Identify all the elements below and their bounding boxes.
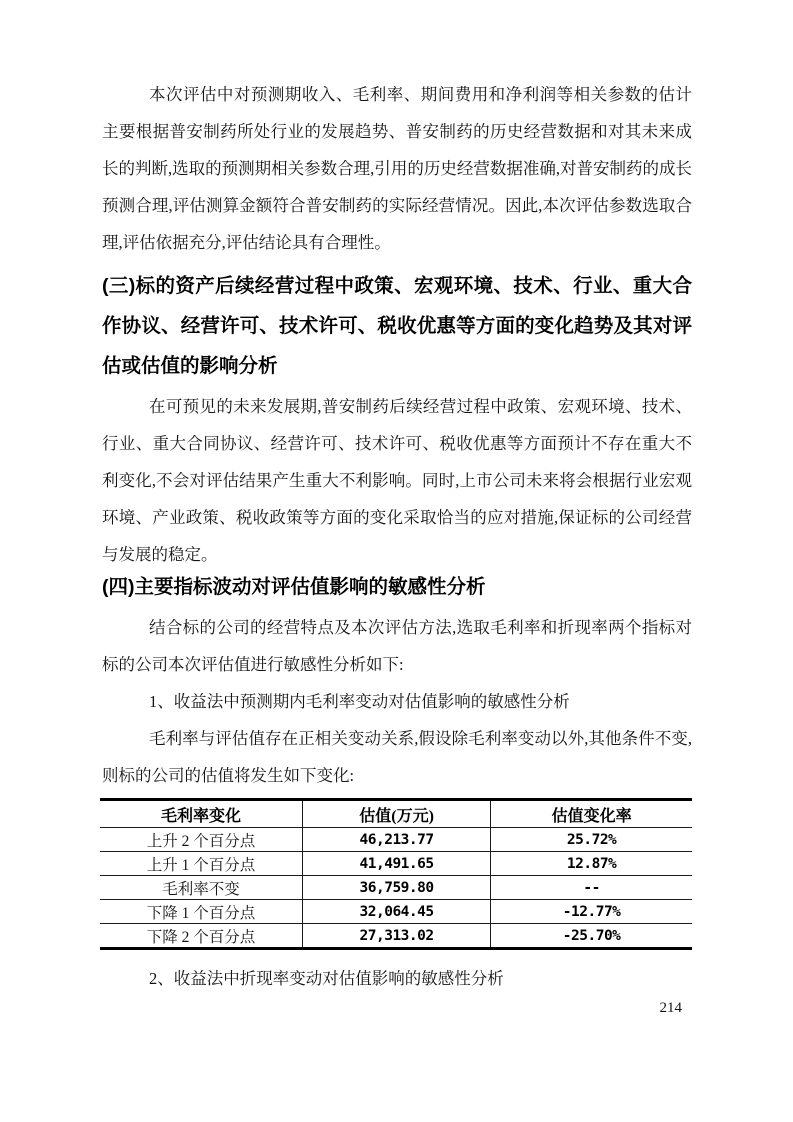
cell-change-rate: -25.70% bbox=[491, 924, 692, 949]
cell-valuation: 46,213.77 bbox=[302, 828, 490, 852]
table-row bbox=[100, 900, 692, 924]
cell-margin-change: 毛利率不变 bbox=[100, 876, 302, 900]
sensitivity-table bbox=[100, 798, 692, 950]
column-header-valuation: 估值(万元) bbox=[302, 800, 490, 828]
cell-valuation: 36,759.80 bbox=[302, 876, 490, 900]
heading-section-3: (三)标的资产后续经营过程中政策、宏观环境、技术、行业、重大合作协议、经营许可、技术许可、税收优惠等方面的变化趋势及其对评估或估值的影响分析 bbox=[102, 275, 692, 377]
cell-margin-change: 上升 1 个百分点 bbox=[100, 852, 302, 876]
table-row bbox=[100, 924, 692, 949]
cell-change-rate: -12.77% bbox=[491, 900, 692, 924]
table-row bbox=[100, 852, 692, 876]
table-row bbox=[100, 828, 692, 852]
cell-change-rate: 25.72% bbox=[491, 828, 692, 852]
page-number: 214 bbox=[659, 1000, 682, 1016]
paragraph-section-4-intro: 结合标的公司的经营特点及本次评估方法,选取毛利率和折现率两个指标对标的公司本次评估值进行敏感性分析如下: bbox=[102, 618, 692, 674]
table-header-row bbox=[100, 800, 692, 828]
cell-change-rate: 12.87% bbox=[491, 852, 692, 876]
cell-margin-change: 上升 2 个百分点 bbox=[100, 828, 302, 852]
paragraph-evaluation-params: 本次评估中对预测期收入、毛利率、期间费用和净利润等相关参数的估计主要根据普安制药所处行业的发展趋势、普安制药的历史经营数据和对其未来成长的判断,选取的预测期相关参数合理,引用的历史经营数据准确,对普安制药的成长预测合理,评估测算金额符合普安制药的实际经营情况。因此,本次评估参数选取合理,评估依据充分,评估结论具有合理性。 bbox=[102, 85, 692, 252]
cell-margin-change: 下降 2 个百分点 bbox=[146, 928, 256, 946]
paragraph-section-3: 在可预见的未来发展期,普安制药后续经营过程中政策、宏观环境、技术、行业、重大合同协议、经营许可、技术许可、税收优惠等方面预计不存在重大不利变化,不会对评估结果产生重大不利影响。同时,上市公司未来将会根据行业宏观环境、产业政策、税收政策等方面的变化采取恰当的应对措施,保证标的公司经营与发展的稳定。 bbox=[102, 397, 692, 564]
column-header-change-rate: 估值变化率 bbox=[491, 800, 692, 828]
table-row bbox=[100, 876, 692, 900]
heading-section-4: (四)主要指标波动对评估值影响的敏感性分析 bbox=[102, 576, 486, 598]
column-header-margin-change: 毛利率变化 bbox=[100, 800, 302, 828]
list-item-discount-rate-analysis: 2、收益法中折现率变动对估值影响的敏感性分析 bbox=[149, 969, 504, 988]
paragraph-gross-margin-assumption: 毛利率与评估值存在正相关变动关系,假设除毛利率变动以外,其他条件不变,则标的公司的估值将发生如下变化: bbox=[102, 729, 692, 785]
cell-valuation: 41,491.65 bbox=[302, 852, 490, 876]
cell-valuation: 32,064.45 bbox=[302, 900, 490, 924]
cell-change-rate: -- bbox=[491, 876, 692, 900]
cell-margin-change: 下降 1 个百分点 bbox=[100, 900, 302, 924]
cell-valuation: 27,313.02 bbox=[302, 924, 490, 949]
list-item-gross-margin-analysis: 1、收益法中预测期内毛利率变动对估值影响的敏感性分析 bbox=[149, 692, 570, 711]
